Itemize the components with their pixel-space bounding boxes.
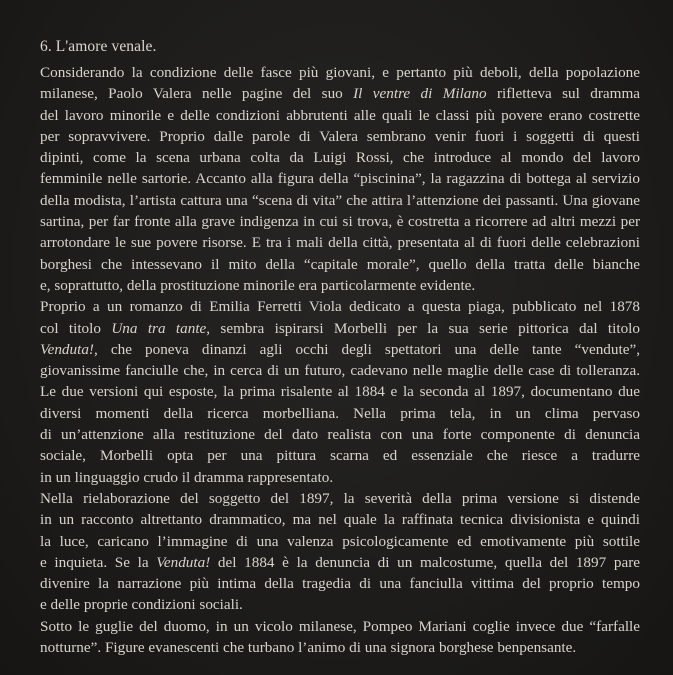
text-line: Nella rielaborazione del soggetto del 1897, la severità della prima versione si distende — [40, 489, 640, 507]
text-line: del lavoro minorile e delle condizioni abbrutenti alle quali le classi più povere erano costrette — [40, 106, 640, 124]
text-fragment: del 1884 è la denuncia di un malcostume, quella del 1897 pare — [210, 553, 641, 571]
text-fragment: e inquieta. Se la — [40, 553, 157, 571]
text-fragment: col titolo — [40, 319, 112, 337]
text-line: in un linguaggio crudo il dramma rappresentato. — [40, 468, 334, 486]
text-line: di un’attenzione alla restituzione del dato realista con una forte componente di denuncia — [40, 426, 640, 444]
text-line: giovanissime fanciulle che, in cerca di un futuro, cadevano nelle maglie delle case di tolleranza. — [40, 362, 640, 380]
body-text — [40, 62, 640, 658]
text-line: in un racconto altrettanto drammatico, ma nel quale la raffinata tecnica divisionista e quindi — [40, 511, 640, 529]
text-line: della modista, l’artista cattura una “scena di vita” che attira l’attenzione dei passanti. Una giovane — [40, 191, 640, 209]
text-line — [40, 552, 640, 573]
italic-title: Una tra tante — [111, 319, 207, 337]
italic-title: Venduta! — [156, 553, 211, 571]
text-line: Proprio a un romanzo di Emilia Ferretti Viola dedicato a questa piaga, pubblicato nel 1878 — [40, 298, 640, 316]
text-line — [40, 83, 640, 104]
text-line: sociale, Morbelli opta per una pittura scarna ed essenziale che riesce a tradurre — [40, 447, 640, 465]
text-line: divenire la narrazione più intima della tragedia di una fanciulla vittima del proprio tempo — [40, 575, 640, 593]
text-line: diversi momenti della ricerca morbelliana. Nella prima tela, in un clima pervaso — [40, 404, 640, 422]
text-line — [40, 318, 640, 339]
text-line: dipinti, come la scena urbana colta da Luigi Rossi, che introduce al mondo del lavoro — [40, 149, 640, 167]
text-line — [40, 339, 640, 360]
text-line: la luce, caricano l’immagine di una valenza psicologicamente ed emotivamente più sottile — [40, 532, 640, 550]
text-line: arrotondare le sue povere risorse. E tra i mali della città, presentata al di fuori delle celebrazioni — [40, 234, 640, 252]
text-line: sartina, per far fronte alla grave indigenza in cui si trova, è costretta a ricorrere ad altri mezzi per — [40, 213, 640, 231]
text-line: notturne”. Figure evanescenti che turbano l’animo di una signora borghese benpensante. — [40, 639, 577, 657]
italic-title: Venduta! — [40, 340, 94, 358]
italic-title: Il ventre di Milano — [353, 85, 487, 103]
text-fragment: , sembra ispirarsi Morbelli per la sua serie pittorica dal titolo — [206, 319, 640, 337]
text-line: borghesi che intessevano il mito della “capitale morale”, quello della tratta delle bianche — [40, 255, 640, 273]
text-line: Considerando la condizione delle fasce più giovani, e pertanto più deboli, della popolazione — [40, 64, 640, 81]
text-line: e delle proprie condizioni sociali. — [40, 596, 243, 614]
text-fragment: , che poneva dinanzi agli occhi degli spettatori una delle tante “vendute”, — [94, 340, 640, 358]
text-line: per sopravvivere. Proprio dalle parole di Valera sembrano venir fuori i soggetti di questi — [40, 127, 640, 145]
text-line: Le due versioni qui esposte, la prima risalente al 1884 e la seconda al 1897, documentano due — [40, 383, 640, 401]
text-line: e, soprattutto, della prostituzione minorile era particolarmente evidente. — [40, 276, 476, 294]
section-heading: 6. L'amore venale. — [40, 38, 157, 55]
text-fragment: milanese, Paolo Valera nelle pagine del suo — [40, 85, 354, 103]
text-fragment: rifletteva sul dramma — [486, 85, 640, 103]
text-line: femminile nelle sartorie. Accanto alla figura della “piscinina”, la ragazzina di bottega al servizio — [40, 170, 640, 188]
text-line: Sotto le guglie del duomo, in un vicolo milanese, Pompeo Mariani coglie invece due “farfalle — [40, 617, 640, 635]
